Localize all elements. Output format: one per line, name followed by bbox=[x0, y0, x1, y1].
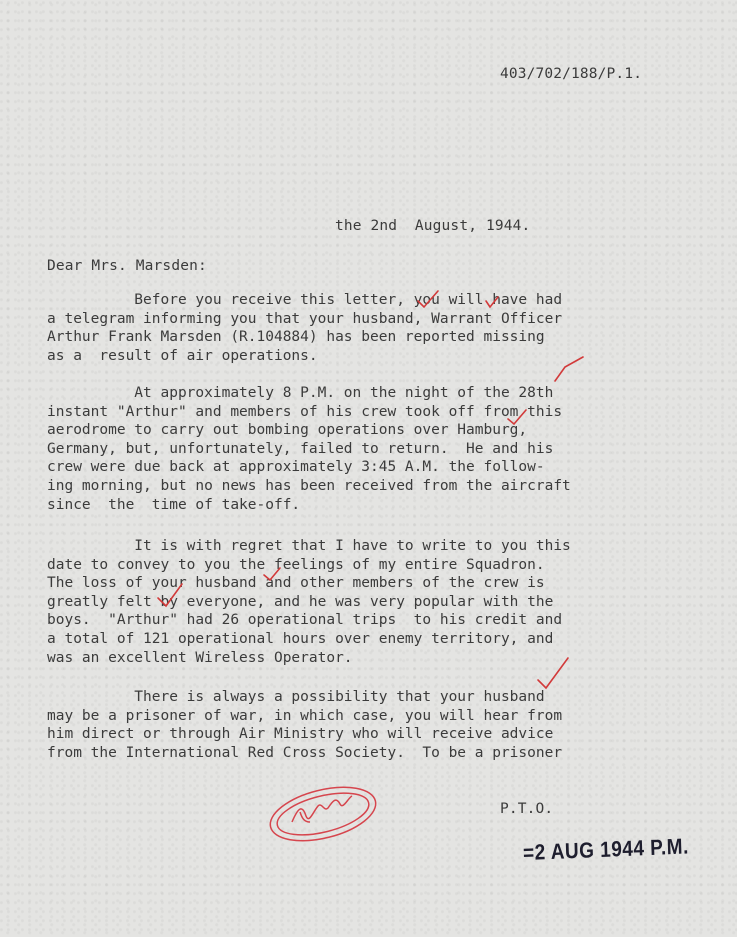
paragraph-3: It is with regret that I have to write to you this date to convey to you the feelings of my entire Squadron. The loss of your husband and other members of the crew is greatly felt by everyone, and he was very popular with the boys. "Arthur" had 26 operational trips to his credit and a total of 121 operational hours over enemy territory, and was an excellent Wireless Operator. bbox=[47, 538, 571, 666]
paragraph-2: At approximately 8 P.M. on the night of the 28th instant "Arthur" and members of his crew took off from this aerodrome to carry out bombing operations over Hamburg, Germany, but, unfortunately, failed to return. He and his crew were due back at approximately 3:45 A.M. the follow- ing morning, but no news has been received from the aircraft since the time of take-off. bbox=[47, 385, 571, 513]
salutation: Dear Mrs. Marsden: bbox=[47, 258, 207, 274]
letter-date: the 2nd August, 1944. bbox=[335, 218, 531, 234]
red-signature-stamp-icon bbox=[265, 778, 381, 851]
paragraph-4: There is always a possibility that your husband may be a prisoner of war, in which case, you will hear from him direct or through Air Ministry who will receive advice from the International Red Cross Society. To be a prisoner bbox=[47, 689, 563, 761]
pto-note: P.T.O. bbox=[500, 801, 554, 817]
reference-number: 403/702/188/P.1. bbox=[500, 66, 643, 82]
received-date-stamp: =2 AUG 1944 P.M. bbox=[522, 835, 690, 866]
paragraph-1: Before you receive this letter, you will have had a telegram informing you that your husband, Warrant Officer Arthur Frank Marsden (R.104884) has been reported missing as a result of air operations. bbox=[47, 292, 563, 364]
